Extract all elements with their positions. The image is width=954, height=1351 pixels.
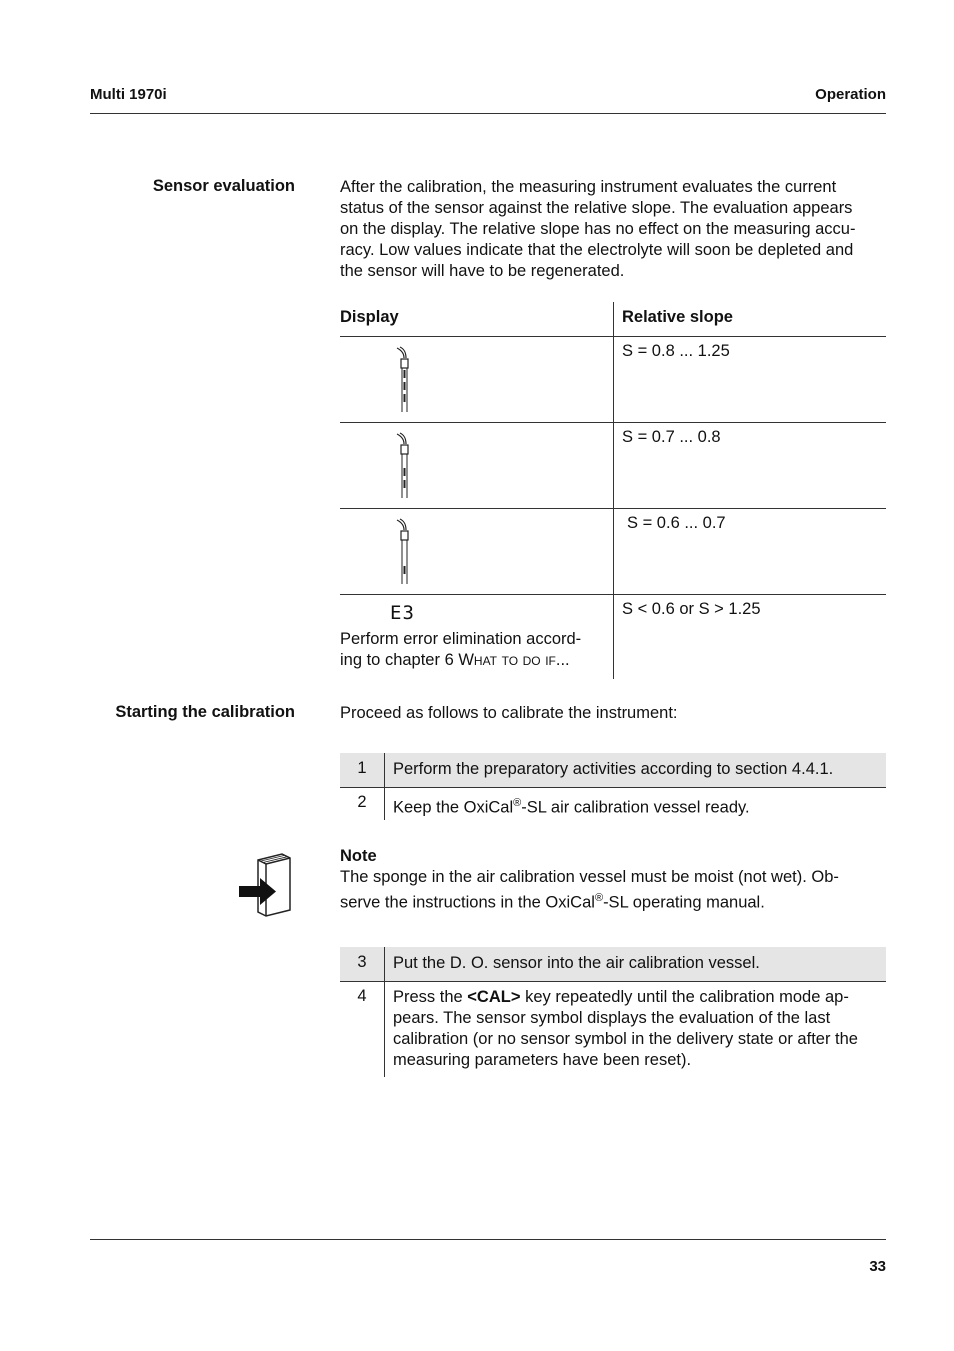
note-text-part: serve the instructions in the OxiCal — [340, 893, 595, 912]
error-instruction-line — [340, 650, 610, 671]
step-row — [340, 982, 886, 1077]
step-text-part: key repeatedly until the calibration mode ap- — [520, 988, 849, 1006]
slope-value: S = 0.8 ... 1.25 — [622, 342, 730, 360]
note-line — [340, 888, 900, 914]
error-instruction — [340, 629, 610, 671]
step-text — [393, 793, 882, 819]
table-row-rule — [340, 422, 886, 423]
header-section: Operation — [815, 86, 886, 103]
registered-mark: ® — [594, 892, 604, 904]
sensor-evaluation-paragraph — [340, 177, 900, 282]
step-column-divider — [384, 947, 385, 1077]
step-row — [340, 753, 886, 787]
header-rule — [90, 113, 886, 114]
note-line: The sponge in the air calibration vessel must be moist (not wet). Ob- — [340, 868, 839, 886]
note-text-part: -SL operating manual. — [603, 893, 765, 912]
slope-value: S = 0.6 ... 0.7 — [627, 514, 726, 532]
slope-value: S = 0.7 ... 0.8 — [622, 428, 721, 446]
table-header-rule — [340, 336, 886, 337]
step-row — [340, 947, 886, 981]
step-column-divider — [384, 753, 385, 820]
table-header-slope: Relative slope — [622, 308, 733, 326]
step-text-part: Press the — [393, 988, 468, 1006]
table-row-rule — [340, 594, 886, 595]
paragraph-line: After the calibration, the measuring instrument evaluates the current — [340, 178, 837, 196]
step-number: 2 — [357, 793, 367, 811]
chapter-reference-link[interactable]: What to do if — [458, 651, 556, 669]
paragraph-line: on the display. The relative slope has no effect on the measuring accu- — [340, 220, 856, 238]
sensor-1-bar-icon — [392, 518, 414, 591]
step-number: 1 — [357, 759, 367, 777]
error-instruction-line: Perform error elimination accord- — [340, 630, 582, 648]
step-row — [340, 788, 886, 820]
step-text — [393, 987, 882, 1071]
step-number: 3 — [357, 953, 367, 971]
slope-value: S < 0.6 or S > 1.25 — [622, 600, 761, 618]
side-title-starting-calibration: Starting the calibration — [115, 703, 295, 721]
step-text: Perform the preparatory activities according to section 4.4.1. — [393, 760, 834, 778]
sensor-2-bars-icon — [392, 432, 414, 505]
step-line: calibration (or no sensor symbol in the delivery state or after the — [393, 1030, 858, 1048]
side-title-sensor-evaluation: Sensor evaluation — [152, 177, 295, 195]
step-text-part: -SL air calibration vessel ready. — [521, 798, 750, 817]
page-number: 33 — [869, 1258, 886, 1275]
note-block — [340, 846, 900, 914]
error-text: ing to chapter 6 — [340, 651, 459, 669]
header-product: Multi 1970i — [90, 86, 167, 103]
registered-mark: ® — [513, 797, 522, 809]
evaluation-table — [340, 302, 886, 679]
step-line — [393, 987, 882, 1008]
error-text: ... — [555, 651, 570, 669]
table-column-divider — [613, 302, 614, 679]
note-title: Note — [340, 847, 377, 865]
table-row-rule — [340, 508, 886, 509]
book-arrow-icon — [238, 852, 296, 923]
error-e3-icon: E3 — [390, 602, 415, 624]
table-header-display: Display — [340, 308, 399, 326]
cal-key-label: <CAL> — [467, 988, 521, 1006]
step-text-part: Keep the OxiCal — [393, 798, 514, 817]
sensor-3-bars-icon — [392, 346, 414, 419]
step-line: measuring parameters have been reset). — [393, 1051, 692, 1069]
paragraph-line: racy. Low values indicate that the electrolyte will soon be depleted and — [340, 241, 854, 259]
calibration-intro: Proceed as follows to calibrate the instrument: — [340, 704, 678, 722]
paragraph-line: status of the sensor against the relative slope. The evaluation appears — [340, 199, 853, 217]
footer-rule — [90, 1239, 886, 1240]
step-number: 4 — [357, 987, 367, 1005]
step-line: pears. The sensor symbol displays the evaluation of the last — [393, 1009, 831, 1027]
paragraph-line: the sensor will have to be regenerated. — [340, 262, 625, 280]
step-text: Put the D. O. sensor into the air calibration vessel. — [393, 954, 760, 972]
